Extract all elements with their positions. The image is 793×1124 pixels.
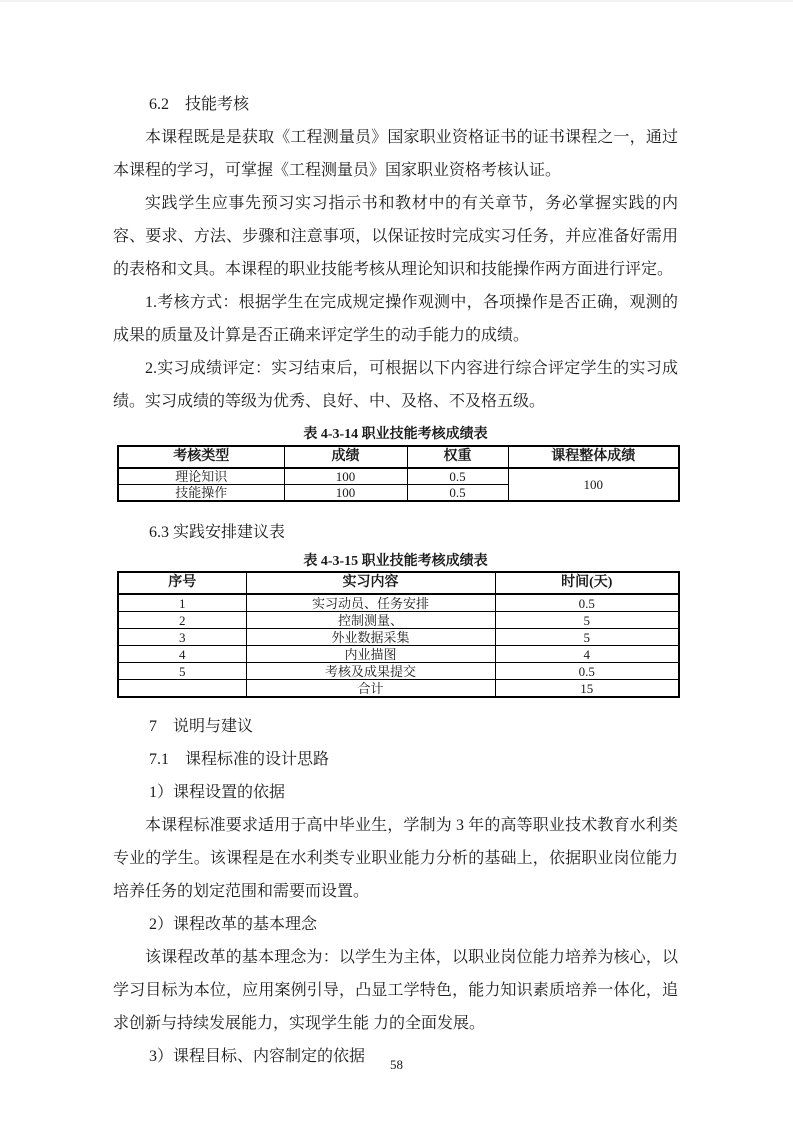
paragraph-assessment-method: 1.考核方式：根据学生在完成规定操作观测中，各项操作是否正确，观测的成果的质量及计算是否正确来评定学生的动手能力的成绩。 <box>113 294 678 344</box>
cell-score: 100 <box>284 485 407 502</box>
heading-sub-1: 1）课程设置的依据 <box>149 784 286 801</box>
cell-content: 外业数据采集 <box>246 629 495 646</box>
header-cell-number: 序号 <box>118 572 246 594</box>
cell-total-value: 15 <box>495 680 679 698</box>
heading-sub-3: 3）课程目标、内容制定的依据 <box>149 1048 366 1065</box>
cell-time: 5 <box>495 612 679 629</box>
cell-weight: 0.5 <box>407 468 508 485</box>
table-4-3-14 <box>117 445 680 502</box>
cell-weight: 0.5 <box>407 485 508 502</box>
table-row <box>118 629 679 646</box>
cell-content: 控制测量、 <box>246 612 495 629</box>
heading-7: 7 说明与建议 <box>149 718 254 735</box>
cell-time: 5 <box>495 629 679 646</box>
table-row <box>118 594 679 612</box>
cell-type: 理论知识 <box>118 468 284 485</box>
paragraph-practice-requirements: 实践学生应事先预习实习指示书和教材中的有关章节，务必掌握实践的内容、要求、方法、步骤和注意事项，以保证按时完成实习任务，并应准备好需用的表格和文具。本课程的职业技能考核从理论知识和技能操作两方面进行评定。 <box>113 195 678 278</box>
heading-7-1: 7.1 课程标准的设计思路 <box>149 751 330 768</box>
cell-type: 技能操作 <box>118 485 284 502</box>
cell-number: 1 <box>118 594 246 612</box>
cell-score: 100 <box>284 468 407 485</box>
table-row <box>118 646 679 663</box>
table-row <box>118 612 679 629</box>
paragraph-grade-evaluation: 2.实习成绩评定：实习结束后，可根据以下内容进行综合评定学生的实习成绩。实习成绩的等级为优秀、良好、中、及格、不及格五级。 <box>113 360 678 410</box>
cell-overall-score: 100 <box>508 468 679 501</box>
cell-number: 4 <box>118 646 246 663</box>
heading-6-3: 6.3 实践安排建议表 <box>149 524 286 541</box>
cell-content: 实习动员、任务安排 <box>246 594 495 612</box>
cell-total-label: 合计 <box>246 680 495 698</box>
paragraph-certificate: 本课程既是是获取《工程测量员》国家职业资格证书的证书课程之一，通过本课程的学习，可掌握《工程测量员》国家职业资格考核认证。 <box>113 129 678 179</box>
heading-sub-2: 2）课程改革的基本理念 <box>149 916 318 933</box>
header-cell-score: 成绩 <box>284 446 407 468</box>
section-7 <box>113 710 678 1073</box>
table-4-3-15 <box>117 571 680 698</box>
table-row <box>118 663 679 680</box>
cell-time: 4 <box>495 646 679 663</box>
cell-content: 内业描图 <box>246 646 495 663</box>
table-row <box>118 468 679 485</box>
table-row-total <box>118 680 679 698</box>
heading-6-2: 6.2 技能考核 <box>149 96 250 113</box>
header-cell-assessment-type: 考核类型 <box>118 446 284 468</box>
paragraph-course-basis: 本课程标准要求适用于高中毕业生，学制为 3 年的高等职业技术教育水利类专业的学生。该课程是在水利类专业职业能力分析的基础上，依据职业岗位能力培养任务的划定范围和需要而设置。 <box>113 817 678 900</box>
table-4-3-15-caption: 表 4-3-15 职业技能考核成绩表 <box>303 554 488 569</box>
page-content <box>113 2 678 1073</box>
cell-number: 2 <box>118 612 246 629</box>
cell-number: 3 <box>118 629 246 646</box>
header-cell-time: 时间(天) <box>495 572 679 594</box>
cell-time: 0.5 <box>495 663 679 680</box>
cell-number-empty <box>118 680 246 698</box>
header-cell-overall-score: 课程整体成绩 <box>508 446 679 468</box>
page-number: 58 <box>390 1057 403 1072</box>
cell-time: 0.5 <box>495 594 679 612</box>
cell-content: 考核及成果提交 <box>246 663 495 680</box>
cell-number: 5 <box>118 663 246 680</box>
section-6-2 <box>113 88 678 418</box>
header-cell-content: 实习内容 <box>246 572 495 594</box>
header-cell-weight: 权重 <box>407 446 508 468</box>
table-4-3-14-caption: 表 4-3-14 职业技能考核成绩表 <box>303 427 488 442</box>
table-header-row <box>118 572 679 594</box>
paragraph-reform-concept: 该课程改革的基本理念为：以学生为主体，以职业岗位能力培养为核心，以学习目标为本位，应用案例引导，凸显工学特色，能力知识素质培养一体化，追求创新与持续发展能力，实现学生能 力的全面发展。 <box>113 949 678 1032</box>
table-header-row <box>118 446 679 468</box>
